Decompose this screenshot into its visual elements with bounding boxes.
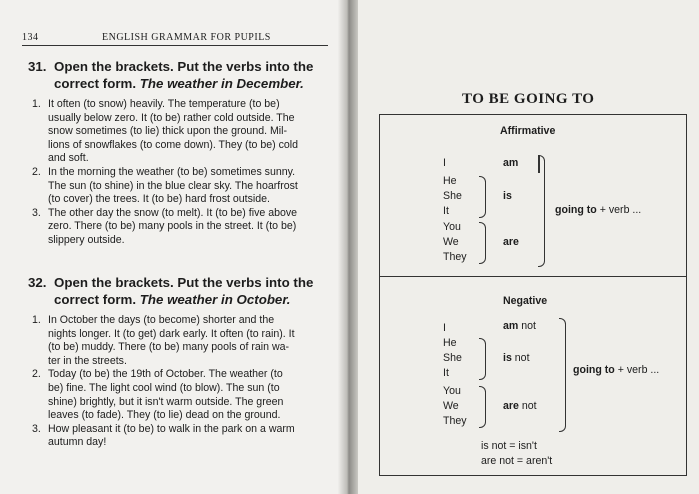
page-title: TO BE GOING TO (462, 91, 595, 107)
list-item: 3. How pleasant it (to be) to walk in the park on a warm autumn day! (32, 422, 295, 449)
right-page (352, 0, 699, 494)
verb-are-not: are not (503, 400, 537, 412)
header-title: ENGLISH GRAMMAR FOR PUPILS (102, 32, 271, 43)
contraction-isnt: is not = isn't (481, 440, 537, 452)
section-divider (380, 276, 686, 277)
exercise-items (28, 314, 328, 450)
exercise-32 (28, 274, 328, 450)
verb-am: am (503, 157, 519, 169)
big-brace (538, 155, 545, 267)
list-item: 1. It often (to snow) heavily. The temperature (to be) usually below zero. It (to be) rather cold outside. The snow sometimes (to lie) thick upon the ground. Mil- lions of snowflakes (to come down). They (to be) cold and soft. (32, 98, 299, 165)
verb-are: are (503, 236, 519, 248)
list-item: 2. Today (to be) the 19th of October. The weather (to be) fine. The light cool wind (to blow). The sun (to shine) brightly, but it isn't warm outside. The green leaves (to fade). They (to lie) dead on the ground. (32, 368, 284, 422)
brace (479, 176, 486, 218)
list-item: 2. In the morning the weather (to be) sometimes sunny. The sun (to shine) in the blue clear sky. The hoarfrost (to cover) the trees. It (to be) hard frost outside. (32, 165, 298, 206)
exercise-title: 31. Open the brackets. Put the verbs into the correct form. The weather in December. (28, 59, 314, 91)
verb-is-not: is not (503, 352, 530, 364)
big-brace (559, 318, 566, 432)
page-number: 134 (22, 32, 39, 43)
exercise-title: 32. Open the brackets. Put the verbs into the correct form. The weather in October. (28, 275, 314, 307)
brace (479, 222, 486, 264)
going-to-verb: going to + verb ... (573, 364, 660, 376)
header-rule (22, 45, 328, 46)
exercise-31 (28, 58, 328, 248)
brace (479, 386, 486, 428)
book-gutter (338, 0, 358, 494)
list-item: 3. The other day the snow (to melt). It (to be) five above zero. There (to be) many pools in the street. It (to be) slippery outside. (32, 206, 298, 246)
affirmative-heading: Affirmative (500, 125, 556, 137)
brace (479, 338, 486, 380)
pronoun-i: I (443, 157, 446, 169)
negative-heading: Negative (503, 295, 548, 307)
list-item: 1. In October the days (to become) shorter and the nights longer. It (to get) dark early. It often (to rain). It (to be) muddy. There (to be) many pools of rain wa- ter in the streets. (32, 314, 295, 367)
grammar-table: Affirmative I am He She It is You We They are going to + verb ... Negative I am not He She It is not You We They are not going to + verb ... is not = isn't are not = aren't (379, 114, 687, 476)
verb-is: is (503, 190, 512, 202)
contraction-arent: are not = aren't (481, 455, 553, 467)
left-page (0, 0, 346, 494)
exercise-items (28, 98, 328, 248)
verb-am-not: am not (503, 320, 536, 332)
going-to-verb: going to + verb ... (555, 204, 642, 216)
